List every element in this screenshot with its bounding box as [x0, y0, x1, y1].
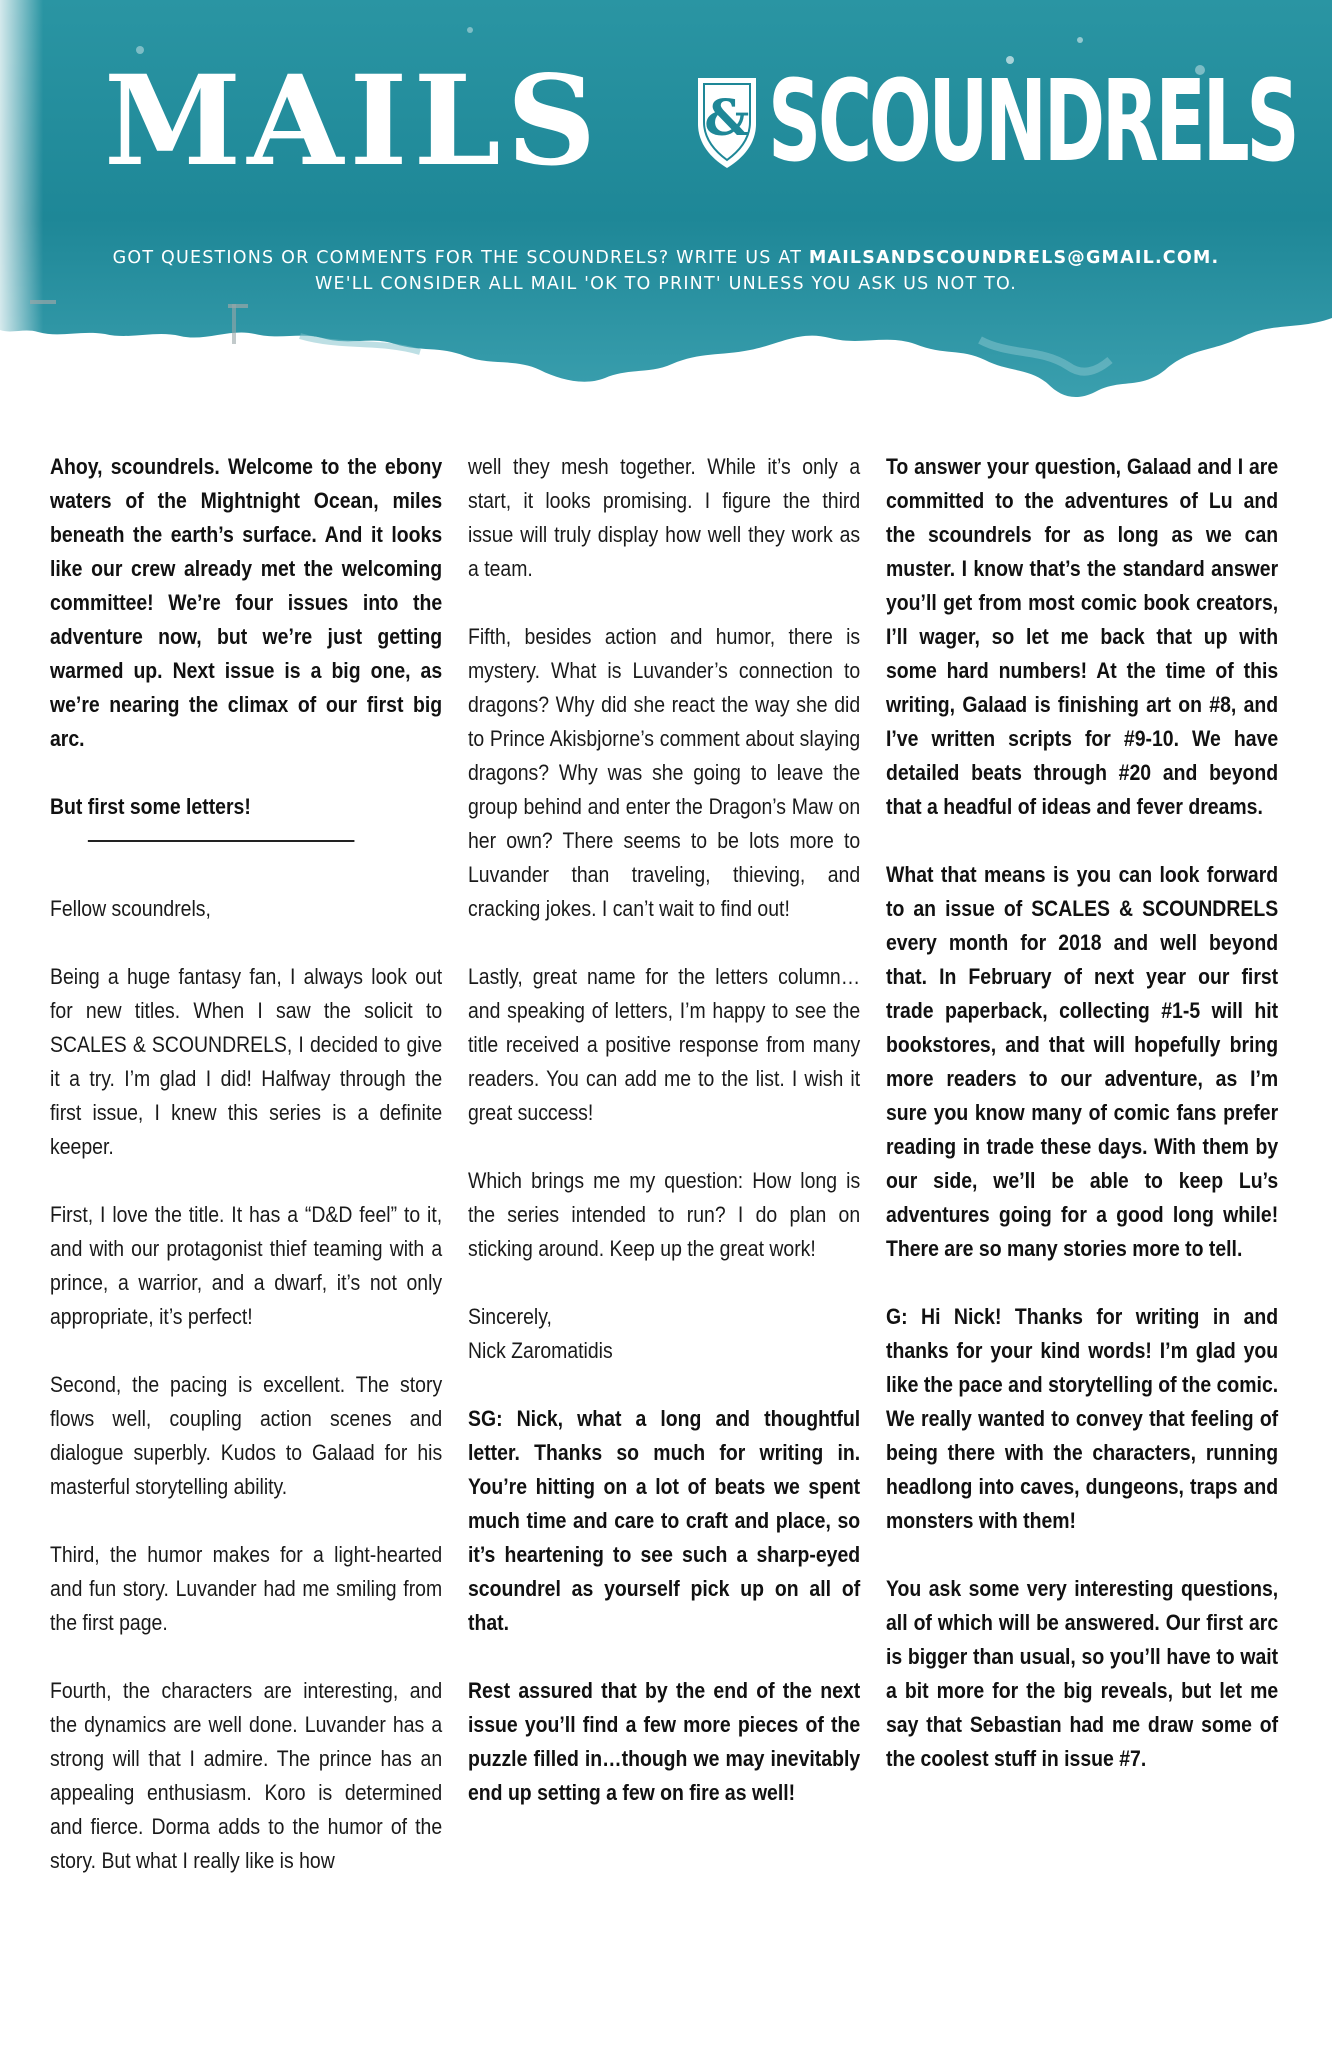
column-3 [886, 450, 1278, 1810]
intro-line-1 [0, 248, 1332, 268]
reply-sg-3: To answer your question, Galaad and I are committed to the adventures of Lu and the scoundrels for as long as we can muster. I know that’s the standard answer you’ll get from most comic book creators, I’ll wager, so let me back that up with some hard numbers! At the time of this writing, Galaad is finishing art on #8, and I’ve written scripts for #9-10. We have detailed beats through #20 and beyond that a headful of ideas and fever dreams. [886, 454, 1279, 819]
letter-paragraph-6: well they mesh together. While it’s only a start, it looks promising. I figure the third issue will truly display how well they work as a team. [468, 454, 861, 581]
email-link[interactable]: MAILSANDSCOUNDRELS@GMAIL.COM. [808, 248, 1220, 268]
intro-text: GOT QUESTIONS OR COMMENTS FOR THE SCOUNDRELS? WRITE US AT [112, 248, 809, 268]
reply-sg-2: Rest assured that by the end of the next issue you’ll find a few more pieces of the puzzle filled in…though we may inevitably end up setting a few on fire as well! [468, 1678, 861, 1805]
letter-salutation: Fellow scoundrels, [50, 896, 211, 921]
letter-signoff: Sincerely, [468, 1304, 552, 1329]
letter-paragraph-3: Second, the pacing is excellent. The story flows well, coupling action scenes and dialogue superbly. Kudos to Galaad for his masterful storytelling ability. [50, 1372, 443, 1499]
shield-ampersand-icon [694, 72, 760, 172]
reply-g-2: You ask some very interesting questions, all of which will be answered. Our first arc is bigger than usual, so you’ll have to wait a bit more for the big reveals, but let me say that Sebastian had me draw some of the coolest stuff in issue #7. [886, 1576, 1279, 1771]
letter-signature: Nick Zaromatidis [468, 1338, 613, 1363]
letter-paragraph-9: Which brings me my question: How long is the series intended to run? I do plan on sticking around. Keep up the great work! [468, 1168, 861, 1261]
letter-paragraph-5: Fourth, the characters are interesting, and the dynamics are well done. Luvander has a strong will that I admire. The prince has an appealing enthusiasm. Koro is determined and fierce. Dorma adds to the humor of the story. But what I really like is how [50, 1678, 443, 1873]
header-banner [0, 0, 1332, 430]
intro-line-2: WE'LL CONSIDER ALL MAIL 'OK TO PRINT' UNLESS YOU ASK US NOT TO. [314, 274, 1018, 294]
editor-letters-intro: But first some letters! [50, 794, 251, 819]
section-divider [88, 840, 355, 842]
reply-sg-4: What that means is you can look forward to an issue of SCALES & SCOUNDRELS every month for 2018 and well beyond that. In February of next year our first trade paperback, collecting #1-5 will hit bookstores, and that will hopefully bring more readers to our adventure, as I’m sure you know many of comic fans prefer reading in trade these days. With them by our side, we’ll be able to keep Lu’s adventures going for a good long while! There are so many stories more to tell. [886, 862, 1279, 1261]
title-ampersand: & [704, 88, 750, 147]
title-scoundrels: SCOUNDRELS [768, 57, 1297, 187]
reply-sg-1: SG: Nick, what a long and thoughtful letter. Thanks so much for writing in. You’re hitting on a lot of beats we spent much time and care to craft and place, so it’s heartening to see such a sharp-eyed scoundrel as yourself pick up on all of that. [468, 1406, 861, 1635]
column-1 [50, 450, 442, 1912]
reply-g-1: G: Hi Nick! Thanks for writing in and thanks for your kind words! I’m glad you like the pace and storytelling of the comic. We really wanted to convey that feeling of being there with the characters, running headlong into caves, dungeons, traps and monsters with them! [886, 1304, 1279, 1533]
letter-paragraph-1: Being a huge fantasy fan, I always look out for new titles. When I saw the solicit to SCALES & SCOUNDRELS, I decided to give it a try. I’m glad I did! Halfway through the first issue, I knew this series is a definite keeper. [50, 964, 443, 1159]
title-mails: MAILS [104, 49, 603, 194]
letter-paragraph-4: Third, the humor makes for a light-hearted and fun story. Luvander had me smiling from the first page. [50, 1542, 443, 1635]
letter-paragraph-7: Fifth, besides action and humor, there is mystery. What is Luvander’s connection to dragons? Why did she react the way she did to Prince Akisbjorne’s comment about slaying dragons? Why was she going to leave the group behind and enter the Dragon’s Maw on her own? There seems to be lots more to Luvander than traveling, thieving, and cracking jokes. I can’t wait to find out! [468, 624, 861, 921]
column-2 [468, 450, 860, 1844]
masthead-title [0, 42, 1332, 202]
letter-paragraph-2: First, I love the title. It has a “D&D feel” to it, and with our protagonist thief teaming with a prince, a warrior, and a dwarf, it’s not only appropriate, it’s perfect! [50, 1202, 443, 1329]
editor-intro: Ahoy, scoundrels. Welcome to the ebony waters of the Mightnight Ocean, miles beneath the earth’s surface. And it looks like our crew already met the welcoming committee! We’re four issues into the adventure now, but we’re just getting warmed up. Next issue is a big one, as we’re nearing the climax of our first big arc. [50, 454, 443, 751]
letter-paragraph-8: Lastly, great name for the letters column… and speaking of letters, I’m happy to see the title received a positive response from many readers. You can add me to the list. I wish it great success! [468, 964, 861, 1125]
